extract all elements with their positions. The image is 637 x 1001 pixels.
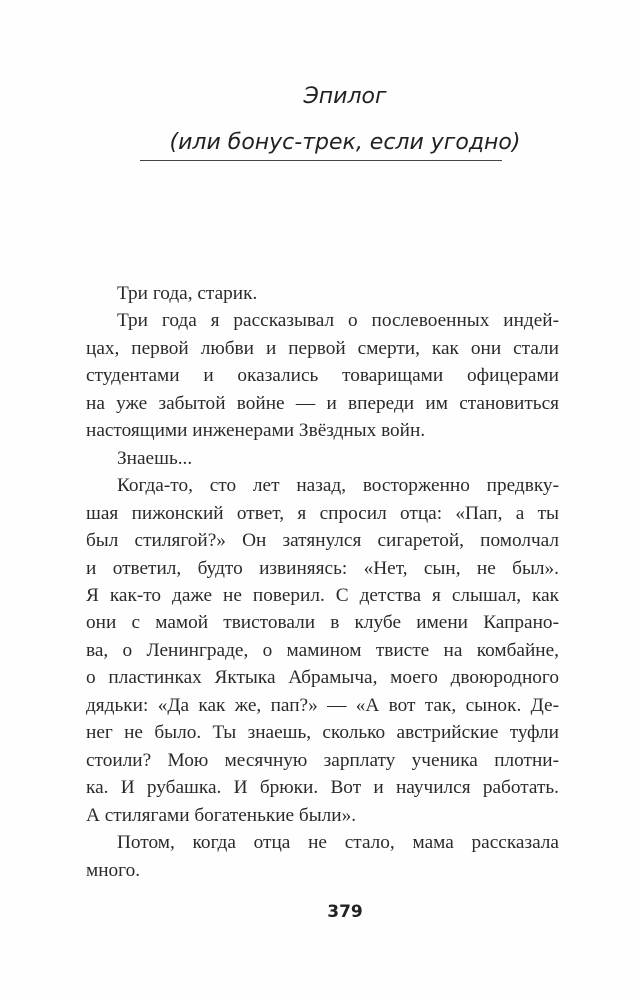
body-text	[86, 280, 559, 884]
chapter-subtitle: (или бонус-трек, если угодно)	[169, 130, 521, 155]
text-line: стоили? Мою месячную зарплату ученика плотни-	[86, 749, 559, 771]
text-line: цах, первой любви и первой смерти, как они стали	[86, 337, 559, 359]
text-line: Три года я рассказывал о послевоенных индей-	[117, 310, 559, 332]
text-line: нег не было. Ты знаешь, сколько австрийские туфли	[86, 722, 559, 744]
text-line: они с мамой твистовали в клубе имени Капрано-	[86, 612, 559, 634]
text-line: много.	[86, 859, 141, 881]
title-underline	[140, 160, 502, 161]
text-line: шая пижонский ответ, я спросил отца: «Пап, а ты	[86, 502, 559, 524]
text-line: ка. И рубашка. И брюки. Вот и научился работать.	[86, 777, 559, 799]
text-line: А стилягами богатенькие были».	[86, 804, 357, 826]
text-line: ва, о Ленинграде, о мамином твисте на комбайне,	[86, 639, 559, 661]
text-line: дядьки: «Да как же, пап?» — «А вот так, сынок. Де-	[86, 694, 559, 716]
chapter-title: Эпилог	[303, 84, 387, 109]
text-line: настоящими инженерами Звёздных войн.	[86, 420, 426, 442]
text-line: был стилягой?» Он затянулся сигаретой, помолчал	[86, 530, 559, 552]
text-line: о пластинках Яктыка Абрамыча, моего двоюродного	[86, 667, 559, 689]
text-line: на уже забытой войне — и впереди им становиться	[86, 392, 559, 414]
text-line: Три года, старик.	[117, 283, 258, 304]
text-line: Я как-то даже не поверил. С детства я слышал, как	[86, 584, 559, 606]
text-line: Когда-то, сто лет назад, восторженно предвку-	[117, 475, 559, 497]
text-line: студентами и оказались товарищами офицерами	[86, 365, 559, 387]
text-line: Знаешь...	[117, 447, 193, 469]
text-line: Потом, когда отца не стало, мама рассказала	[117, 832, 559, 854]
text-line: и ответил, будто извиняясь: «Нет, сын, не был».	[86, 557, 559, 579]
page-number: 379	[327, 902, 363, 922]
